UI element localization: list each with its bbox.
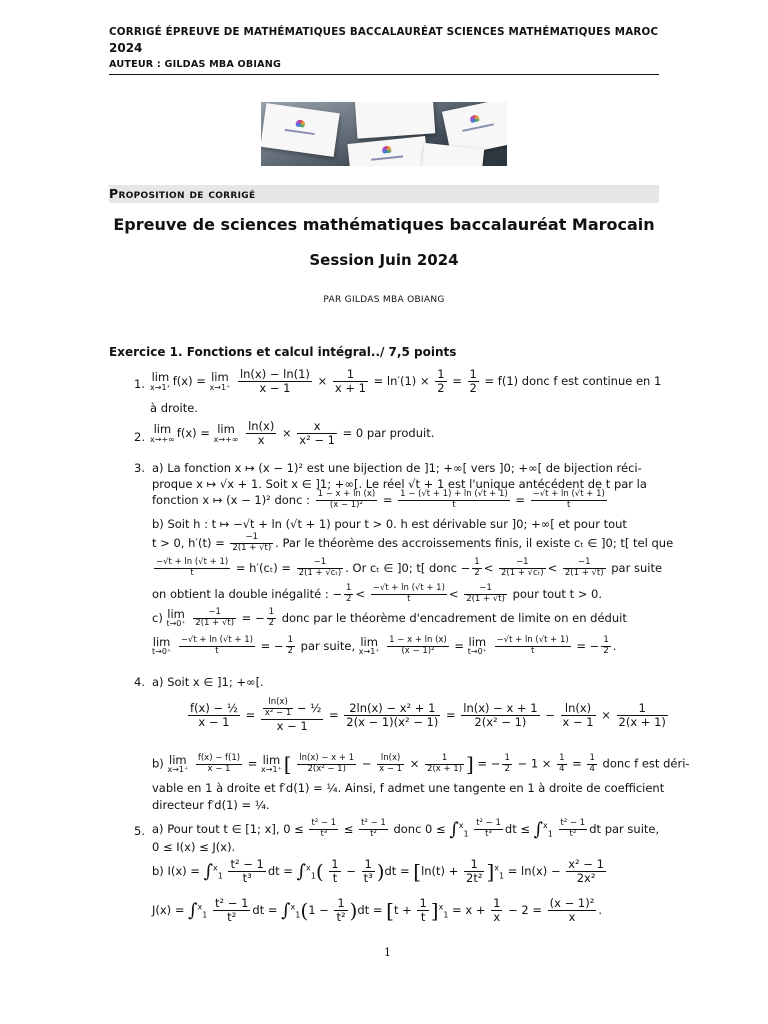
- item-5a-text-a: a) Pour tout t ∈ [1; x], 0 ≤: [152, 822, 304, 836]
- item-3c-line-1: c) lim t→0⁺ $\frac{-1}{2(1 + √t)}$ = − $\frac{1}{2}$ donc par le théorème d'encadrement de limite on en déduit: [152, 607, 627, 629]
- item-3c-label: c): [152, 610, 163, 625]
- item-1-text: = ln′(1) ×: [369, 374, 434, 389]
- section-heading-bar: [109, 185, 659, 203]
- exercise-heading: Exercice 1. Fonctions et calcul intégral../ 7,5 points: [109, 345, 457, 359]
- header-rule: [109, 74, 659, 75]
- item-5b-formula-I: b) I(x) = ∫$^x_1$ $\frac{\text{t² − 1}}{\text{t³}}$ dt = ∫$^x_1$( $\frac{1}{t}$ − $\frac{1}{\text{t³}}$ )dt = [ln(t) + $\frac{1}{\text{2t²}}$ ]$^x_1$ = ln(x) − $\frac{\text{x² − 1}}{\text{2x²}}$: [152, 857, 604, 886]
- item-3b-line-4-text-a: on obtient la double inégalité :: [152, 586, 329, 601]
- item-5a-line-1: a) Pour tout t ∈ [1; x], 0 ≤ $\frac{\text{t² − 1}}{\text{t³}}$ ≤ $\frac{\text{t² − 1}}{\text{t²}}$ donc 0 ≤ ∫$^x_1$ $\frac{\text{t² − 1}}{\text{t³}}$ dt ≤ ∫$^x_1$ $\frac{\text{t² − 1}}{\text{t²}}$ dt par suite,: [152, 818, 660, 840]
- item-3b-line-3-text-b: . Or cₜ ∈ ]0; t[ donc: [345, 560, 457, 575]
- item-5a-line-2: 0 ≤ I(x) ≤ J(x).: [152, 840, 236, 854]
- item-number: 5.: [134, 824, 145, 838]
- item-number: 1.: [134, 377, 145, 391]
- item-number: 4.: [134, 675, 145, 689]
- item-4a-formula: $\frac{\text{f(x) − ½}}{x - 1}$ = $\frac{\ln(x)}{\text{x² − 1}}$ − ½ x − 1 = $\frac{\text{2ln(x) − x² + 1}}{\text{2(x − 1)(x² − 1)}}$ = $\frac{\ln(x) - x + 1}{\text{2(x² − 1)}}$ − $\frac{\ln(x)}{x - 1}$ × $\frac{1}{2(x + 1)}$: [190, 697, 666, 733]
- item-1-text-end: = f(1) donc f est continue en 1: [480, 374, 662, 389]
- item-3b-line-1: b) Soit h : t ↦ −√t + ln (√t + 1) pour t > 0. h est dérivable sur ]0; +∞[ et pour tout: [152, 517, 627, 531]
- item-5a-text-b: donc 0 ≤: [393, 822, 446, 836]
- session-title: Session Juin 2024: [309, 251, 459, 269]
- item-5b-J-label: J(x) =: [152, 903, 185, 918]
- item-2-formula: lim x→+∞ f(x) = lim x→+∞ $\frac{\ln(x)}{x}$ × $\frac{x}{\text{x² − 1}}$ = 0 par produit.: [150, 419, 435, 448]
- item-3a-line-3: fonction x ↦ (x − 1)² donc : $\frac{1 - x + \ln (x)}{\text{(x − 1)²}}$ = $\frac{1 - (√t + 1) + \ln (√t + 1)}{t}$ = $\frac{-√t + \ln (√t + 1)}{t}$: [152, 489, 605, 510]
- page-number: 1: [384, 946, 391, 959]
- item-1-formula: lim x→1⁺ f(x) = lim x→1⁺ $\frac{\ln(x) - \ln(1)}{x - 1}$ × $\frac{1}{x + 1}$ = ln′(1) × $\frac{1}{2}$ = $\frac{1}{2}$ = f(1) donc f est continue en 1: [150, 367, 662, 396]
- item-5a-text-c: par suite,: [604, 822, 660, 836]
- item-4b-line-2: vable en 1 à droite et f′d(1) = ¼. Ainsi, f admet une tangente en 1 à droite de coefficient: [152, 781, 665, 795]
- item-number: 2.: [134, 430, 145, 444]
- item-5b-formula-J: J(x) = ∫$^x_1$ $\frac{\text{t² − 1}}{\text{t²}}$ dt = ∫$^x_1$(1 − $\frac{1}{\text{t²}}$ )dt = [t + $\frac{1}{t}$ ]$^x_1$ = x + $\frac{1}{x}$ − 2 = $\frac{\text{(x − 1)²}}{x}$ .: [152, 896, 602, 925]
- header-line-2: 2024: [109, 41, 143, 55]
- author-line: PAR GILDAS MBA OBIANG: [323, 295, 445, 305]
- item-3b-line-2-text-b: . Par le théorème des accroissements finis, il existe cₜ ∈ ]0; t[ tel que: [275, 535, 674, 550]
- section-heading: Proposition de corrigé: [109, 186, 256, 201]
- item-3a-line-1: a) La fonction x ↦ (x − 1)² est une bijection de ]1; +∞[ vers ]0; +∞[ de bijection réci-: [152, 461, 642, 475]
- item-4b-line-1: b) lim x→1⁺ $\frac{f(x) - f(1)}{x - 1}$ = lim x→1⁺ [ $\frac{\ln(x) - x + 1}{\text{2(x² − 1)}}$ − $\frac{\ln(x)}{x - 1}$ × $\frac{1}{2(x + 1)}$ ] = − $\frac{1}{2}$ − 1 × $\frac{1}{4}$ = $\frac{1}{4}$ donc f est déri-: [152, 752, 690, 776]
- running-header: [109, 26, 659, 70]
- item-3a-line-2: proque x ↦ √x + 1. Soit x ∈ ]1; +∞[. Le réel √t + 1 est l'unique antécédent de t par la: [152, 477, 647, 491]
- item-3b-line-3-text-c: par suite: [611, 560, 663, 575]
- item-3c-line-1-text: donc par le théorème d'encadrement de limite on en déduit: [281, 610, 627, 625]
- item-3c-line-2: lim t→0⁺ $\frac{-√t + \ln (√t + 1)}{t}$ = − $\frac{1}{2}$ par suite, lim x→1⁺ $\frac{1 - x + \ln (x)}{\text{(x − 1)²}}$ = lim t→0⁺ $\frac{-√t + \ln (√t + 1)}{t}$ = − $\frac{1}{2}$ .: [152, 635, 617, 657]
- item-number: 3.: [134, 461, 145, 475]
- item-4b-line-3: directeur f′d(1) = ¼.: [152, 798, 270, 812]
- item-3b-line-4: on obtient la double inégalité : − $\frac{1}{2}$ < $\frac{-√t + \ln (√t + 1)}{t}$ < $\frac{-1}{2(1 + √t)}$ pour tout t > 0.: [152, 583, 603, 604]
- item-5b-label: b) I(x) =: [152, 864, 200, 879]
- item-4b-label: b): [152, 756, 164, 771]
- item-2-text: = 0 par produit.: [338, 426, 435, 441]
- item-4a-line-1: a) Soit x ∈ ]1; +∞[.: [152, 675, 264, 689]
- item-3b-line-3: $\frac{-√t + \ln (√t + 1)}{t}$ = h′(cₜ) = $\frac{-1}{\text{2(1 + √cₜ)}}$ . Or cₜ ∈ ]0; t[ donc − $\frac{1}{2}$ < $\frac{-1}{\text{2(1 + √cₜ)}}$ < $\frac{-1}{2(1 + √t)}$ par suite: [156, 557, 663, 578]
- item-1-line-2: à droite.: [150, 401, 198, 415]
- document-title: Epreuve de sciences mathématiques baccalauréat Marocain: [113, 215, 655, 234]
- header-line-1: CORRIGÉ ÉPREUVE DE MATHÉMATIQUES BACCALAURÉAT SCIENCES MATHÉMATIQUES MAROC: [109, 26, 659, 38]
- item-4b-line-1-text: donc f est déri-: [602, 756, 690, 771]
- item-3b-line-2: t > 0, h′(t) = $\frac{-1}{2(1 + √t)}$ . Par le théorème des accroissements finis, il existe cₜ ∈ ]0; t[ tel que: [152, 532, 674, 553]
- header-author: AUTEUR : GILDAS MBA OBIANG: [109, 59, 282, 70]
- business-cards-image: [261, 102, 507, 166]
- item-3c-line-2-text: par suite,: [300, 638, 356, 653]
- item-3b-line-4-text-b: pour tout t > 0.: [512, 586, 603, 601]
- item-3a-line-3-text: fonction x ↦ (x − 1)² donc :: [152, 492, 310, 507]
- item-3b-line-2-text-a: t > 0, h′(t) =: [152, 535, 225, 550]
